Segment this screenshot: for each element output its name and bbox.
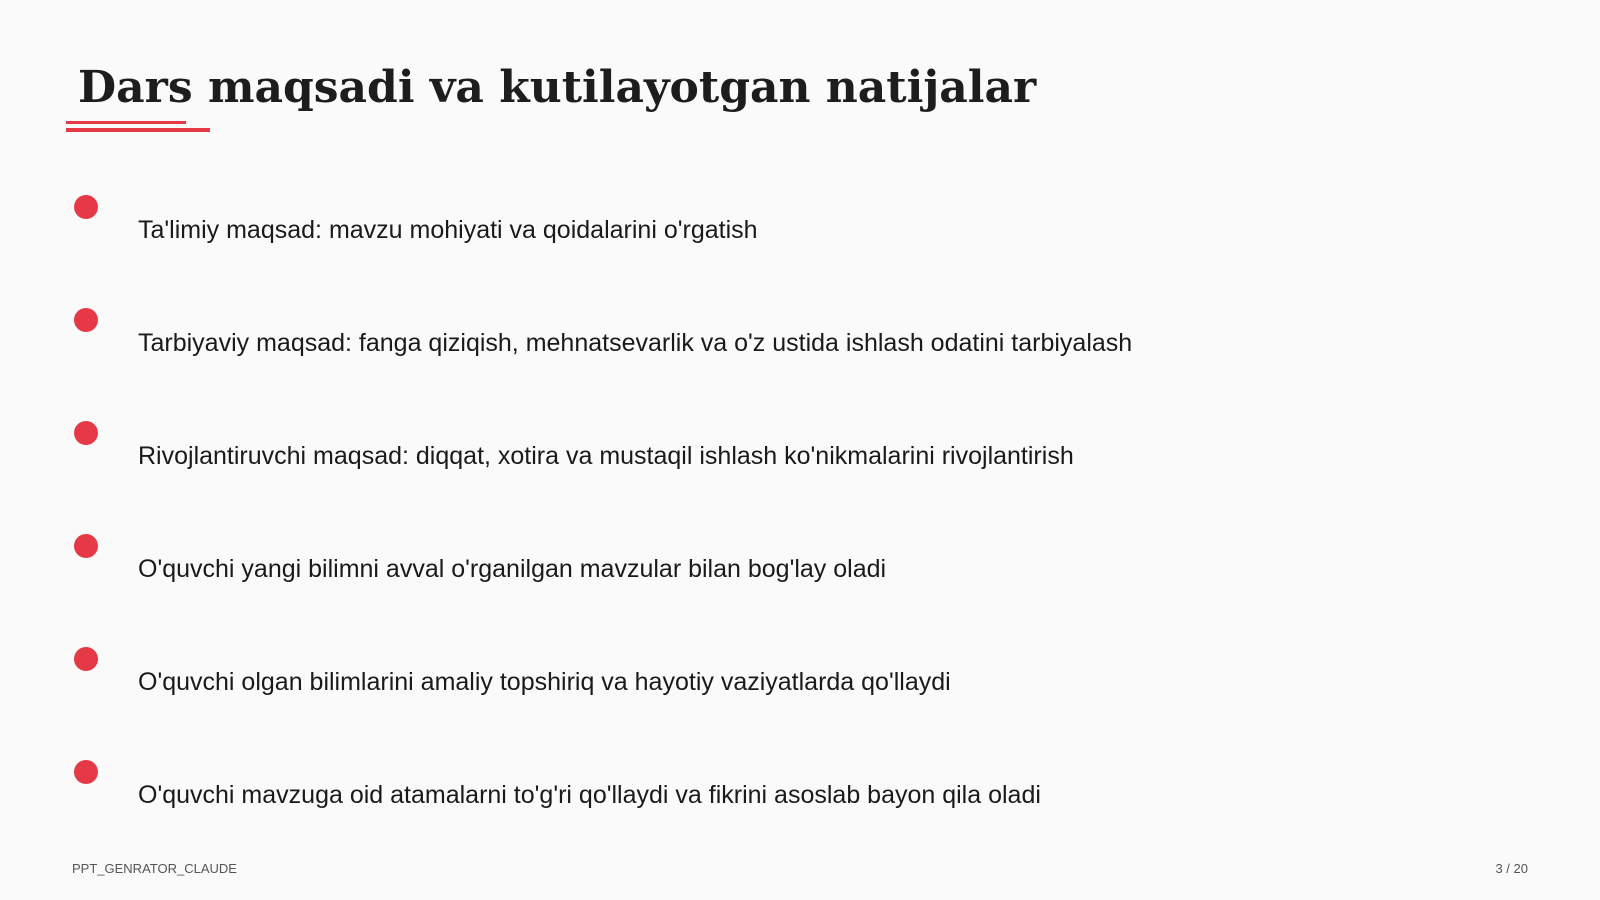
list-item	[0, 534, 1600, 594]
bullet-dot-icon	[74, 421, 98, 445]
bullet-dot-icon	[74, 195, 98, 219]
bullet-dot-icon	[74, 534, 98, 558]
bullet-dot-icon	[74, 308, 98, 332]
bullet-dot-icon	[74, 760, 98, 784]
slide-title: Dars maqsadi va kutilayotgan natijalar	[78, 62, 1037, 113]
footer-brand: PPT_GENRATOR_CLAUDE	[72, 861, 237, 876]
bullet-text: Ta'limiy maqsad: mavzu mohiyati va qoidalarini o'rgatish	[138, 216, 758, 244]
bullet-dot-icon	[74, 647, 98, 671]
bullet-text: Rivojlantiruvchi maqsad: diqqat, xotira va mustaqil ishlash ko'nikmalarini rivojlantirish	[138, 442, 1074, 470]
list-item	[0, 647, 1600, 707]
list-item	[0, 308, 1600, 368]
bullet-text: Tarbiyaviy maqsad: fanga qiziqish, mehnatsevarlik va o'z ustida ishlash odatini tarbiyalash	[138, 329, 1133, 357]
list-item	[0, 760, 1600, 820]
list-item	[0, 195, 1600, 255]
list-item	[0, 421, 1600, 481]
bullet-text: O'quvchi olgan bilimlarini amaliy topshiriq va hayotiy vaziyatlarda qo'llaydi	[138, 668, 951, 696]
bullet-text: O'quvchi yangi bilimni avval o'rganilgan mavzular bilan bog'lay oladi	[138, 555, 887, 583]
bullet-text: O'quvchi mavzuga oid atamalarni to'g'ri qo'llaydi va fikrini asoslab bayon qila oladi	[138, 781, 1041, 809]
page-number: 3 / 20	[1495, 861, 1528, 876]
